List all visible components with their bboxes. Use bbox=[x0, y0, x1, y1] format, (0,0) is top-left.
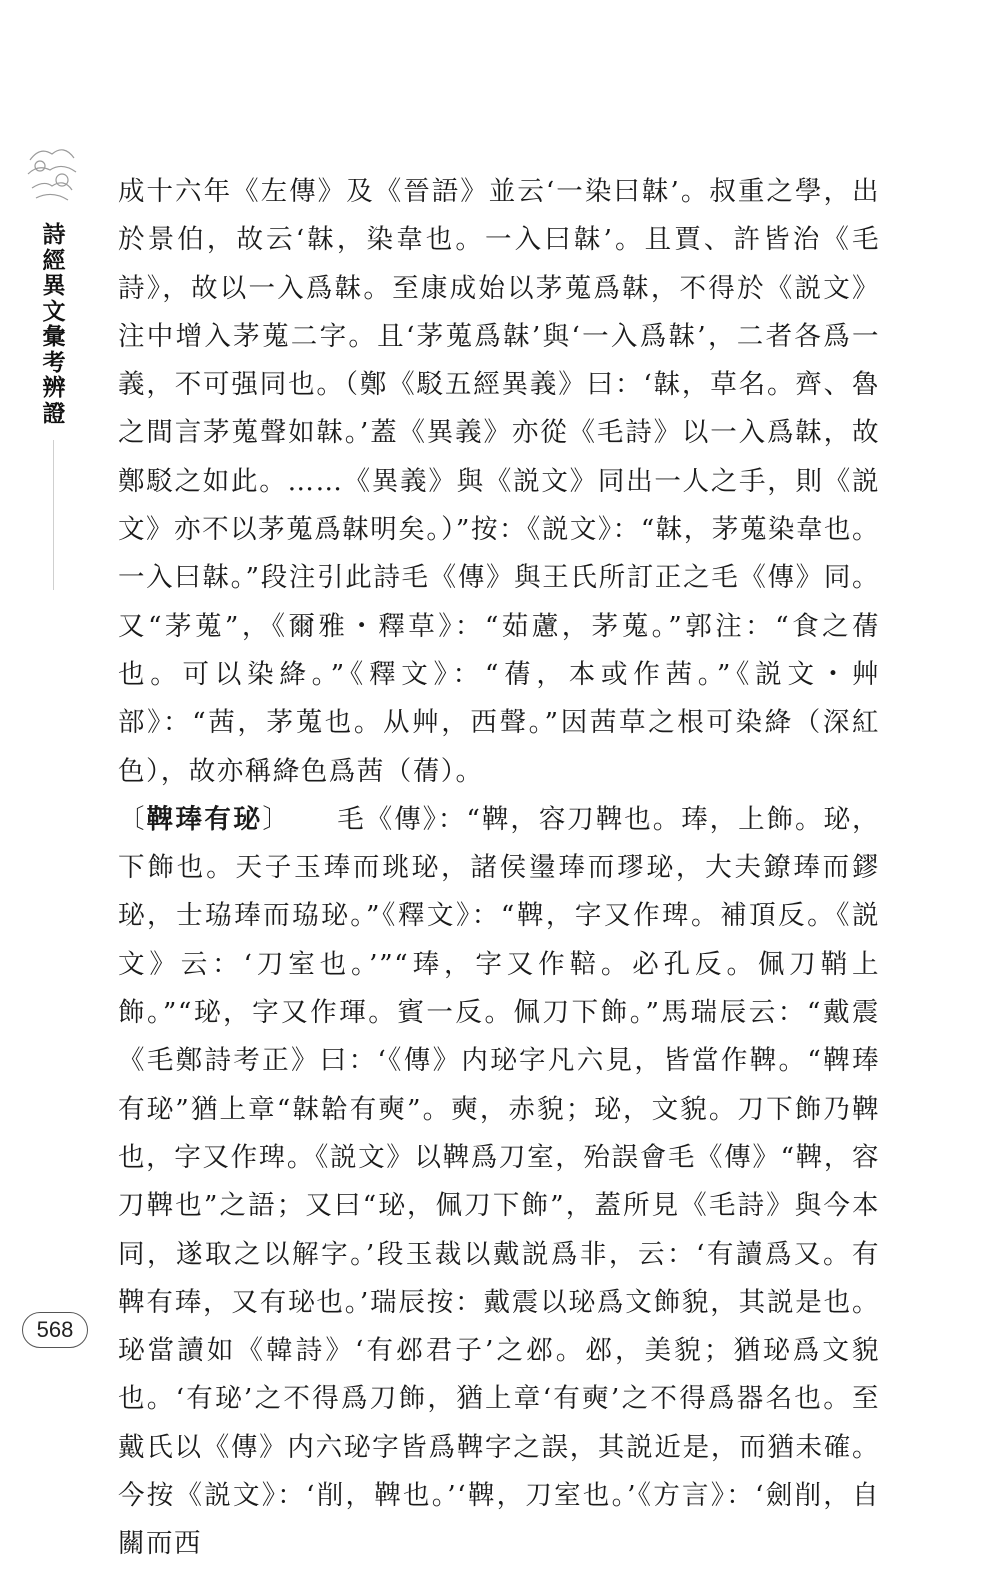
paragraph-commentary: 成十六年《左傳》及《晉語》並云‘一染曰韎’。叔重之學，出於景伯，故云‘韎，染韋也。一入曰韎’。且賈、許皆治《毛詩》，故以一入爲韎。至康成始以茅蒐爲韎，不得於《説文》注中增入茅蒐二字。且‘茅蒐爲韎’與‘一入爲韎’，二者各爲一義，不可强同也。（鄭《駁五經異義》曰：‘韎，草名。齊、魯之間言茅蒐聲如韎。’蓋《異義》亦從《毛詩》以一入爲韎，故鄭駁之如此。……《異義》與《説文》同出一人之手，則《説文》亦不以茅蒐爲韎明矣。）”按：《説文》：“韎，茅蒐染韋也。一入曰韎。”段注引此詩毛《傳》與王氏所訂正之毛《傳》同。又“茅蒐”，《爾雅・釋草》：“茹藘，茅蒐。”郭注：“食之蒨也。可以染絳。”《釋文》：“蒨，本或作茜。”《説文・艸部》：“茜，茅蒐也。从艸，西聲。”因茜草之根可染絳（深紅色），故亦稱絳色爲茜（蒨）。 bbox=[118, 176, 880, 787]
seal-ornament-icon bbox=[22, 140, 82, 210]
entry-close-bracket: 〕 bbox=[262, 803, 291, 835]
entry-body: 毛《傳》：“鞞，容刀鞞也。琫，上飾。珌，下飾也。天子玉琫而珧珌，諸侯璗琫而璆珌，大夫鐐琫而鏐珌，士珕琫而珕珌。”《釋文》：“鞞，字又作琕。補頂反。《説文》云：‘刀室也。’”“琫，字又作鞛。必孔反。佩刀鞘上飾。”“珌，字又作琿。賓一反。佩刀下飾。”馬瑞辰云：“戴震《毛鄭詩考正》曰：‘《傳》内珌字凡六見，皆當作鞞。“鞞琫有珌”猶上章“韎韐有奭”。奭，赤貌；珌，文貌。刀下飾乃鞞也，字又作琕。《説文》以鞞爲刀室，殆誤會毛《傳》“鞞，容刀鞞也”之語；又曰“珌，佩刀下飾”，蓋所見《毛詩》與今本同，遂取之以解字。’段玉裁以戴説爲非，云：‘有讀爲又。有鞞有琫，又有珌也。’瑞辰按：戴震以珌爲文飾貌，其説是也。珌當讀如《韓詩》‘有邲君子’之邲。邲，美貌；猶珌爲文貌也。‘有珌’之不得爲刀飾，猶上章‘有奭’之不得爲器名也。至戴氏以《傳》内六珌字皆爲鞞字之誤，其説近是，而猶未確。今按《説文》：‘削，鞞也。’‘鞞，刀室也。’《方言》：‘劍削，自關而西 bbox=[118, 803, 880, 1560]
side-divider bbox=[53, 440, 54, 590]
body-text bbox=[118, 168, 880, 1569]
entry-open-bracket: 〔 bbox=[118, 803, 147, 835]
paragraph-entry bbox=[118, 796, 880, 1569]
entry-headword: 鞞琫有珌 bbox=[146, 803, 263, 835]
running-book-title: 詩經異文彙考辨證 bbox=[42, 221, 66, 427]
page-number: 568 bbox=[22, 1312, 88, 1348]
